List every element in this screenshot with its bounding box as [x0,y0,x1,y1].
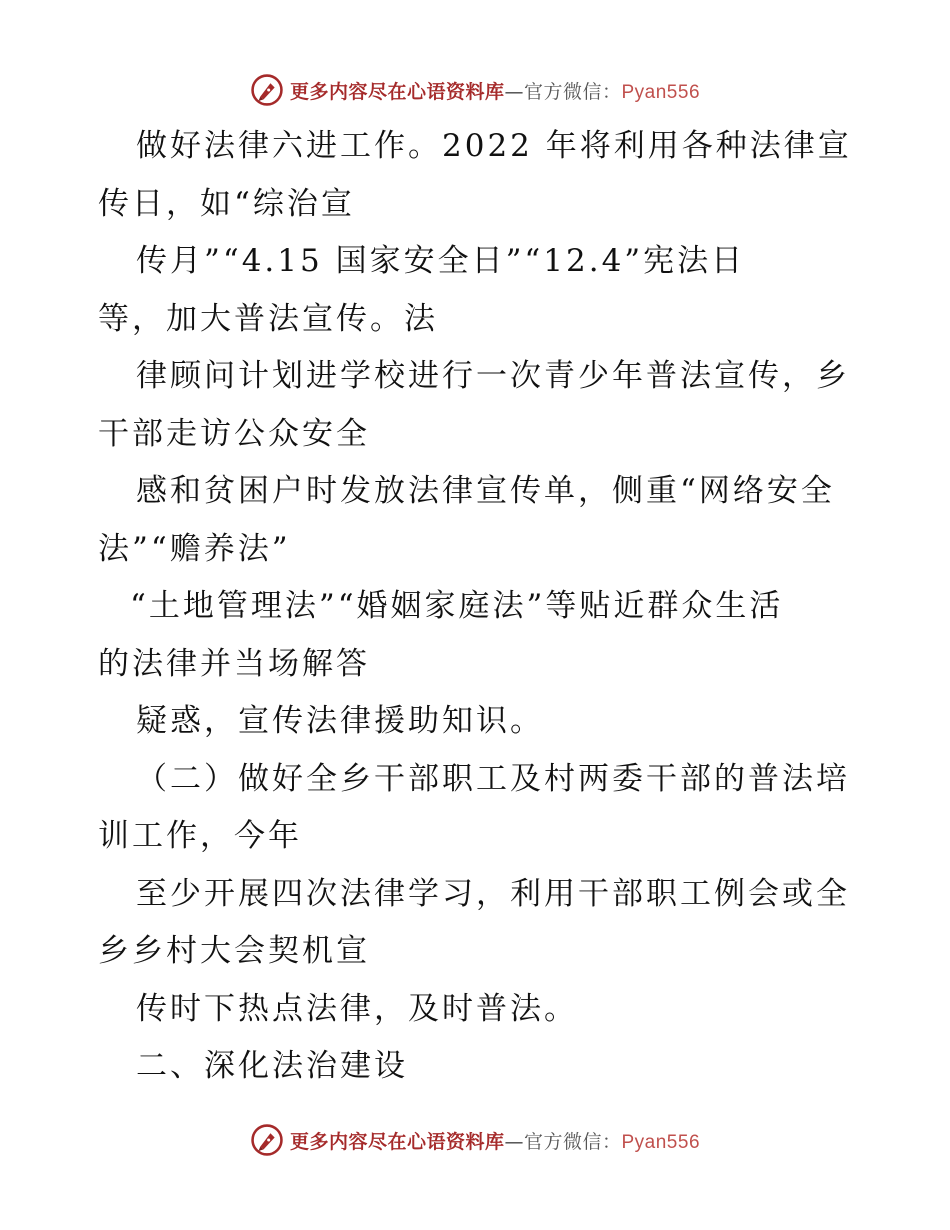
banner-wechat-label: 官方微信： [523,1130,622,1153]
text-line: 法”“赡养法” [98,530,291,567]
banner-text [290,1127,700,1154]
text-line: （二）做好全乡干部职工及村两委干部的普法培 [136,760,850,797]
pen-nib-logo-icon [250,73,284,107]
text-line: “土地管理法”“婚姻家庭法”等贴近群众生活 [130,588,784,624]
banner-separator: — [504,1130,524,1153]
text-line: 传时下热点法律，及时普法。 [136,990,578,1027]
text-line: 感和贫困户时发放法律宣传单，侧重“网络安全 [136,473,835,509]
text-line: 律顾问计划进学校进行一次青少年普法宣传，乡 [136,358,850,394]
footer-banner [0,1120,950,1160]
text-line: 至少开展四次法律学习，利用干部职工例会或全 [136,875,850,912]
text-line: 乡乡村大会契机宣 [98,933,370,969]
banner-site-text: 更多内容尽在心语资料库 [289,80,505,103]
banner-account: Pyan556 [621,81,701,103]
text-line: 传日，如“综治宣 [98,185,355,222]
text-line: 疑惑，宣传法律援助知识。 [136,703,544,739]
text-line: 干部走访公众安全 [98,415,370,452]
header-banner [0,70,950,110]
document-body [98,118,858,1096]
text-line: 训工作，今年 [98,818,302,854]
text-line: 的法律并当场解答 [98,645,370,682]
banner-account: Pyan556 [621,1131,701,1153]
banner-wechat-label: 官方微信： [523,80,622,103]
pen-nib-logo-icon [250,1123,284,1157]
banner-separator: — [504,80,524,103]
text-line: 二、深化法治建设 [136,1048,408,1084]
text-line: 做好法律六进工作。2022 年将利用各种法律宣 [136,128,852,164]
banner-text [290,77,700,104]
text-line: 传月”“4.15 国家安全日”“12.4”宪法日 [136,243,746,279]
text-line: 等，加大普法宣传。法 [98,300,438,337]
banner-site-text: 更多内容尽在心语资料库 [289,1130,505,1153]
